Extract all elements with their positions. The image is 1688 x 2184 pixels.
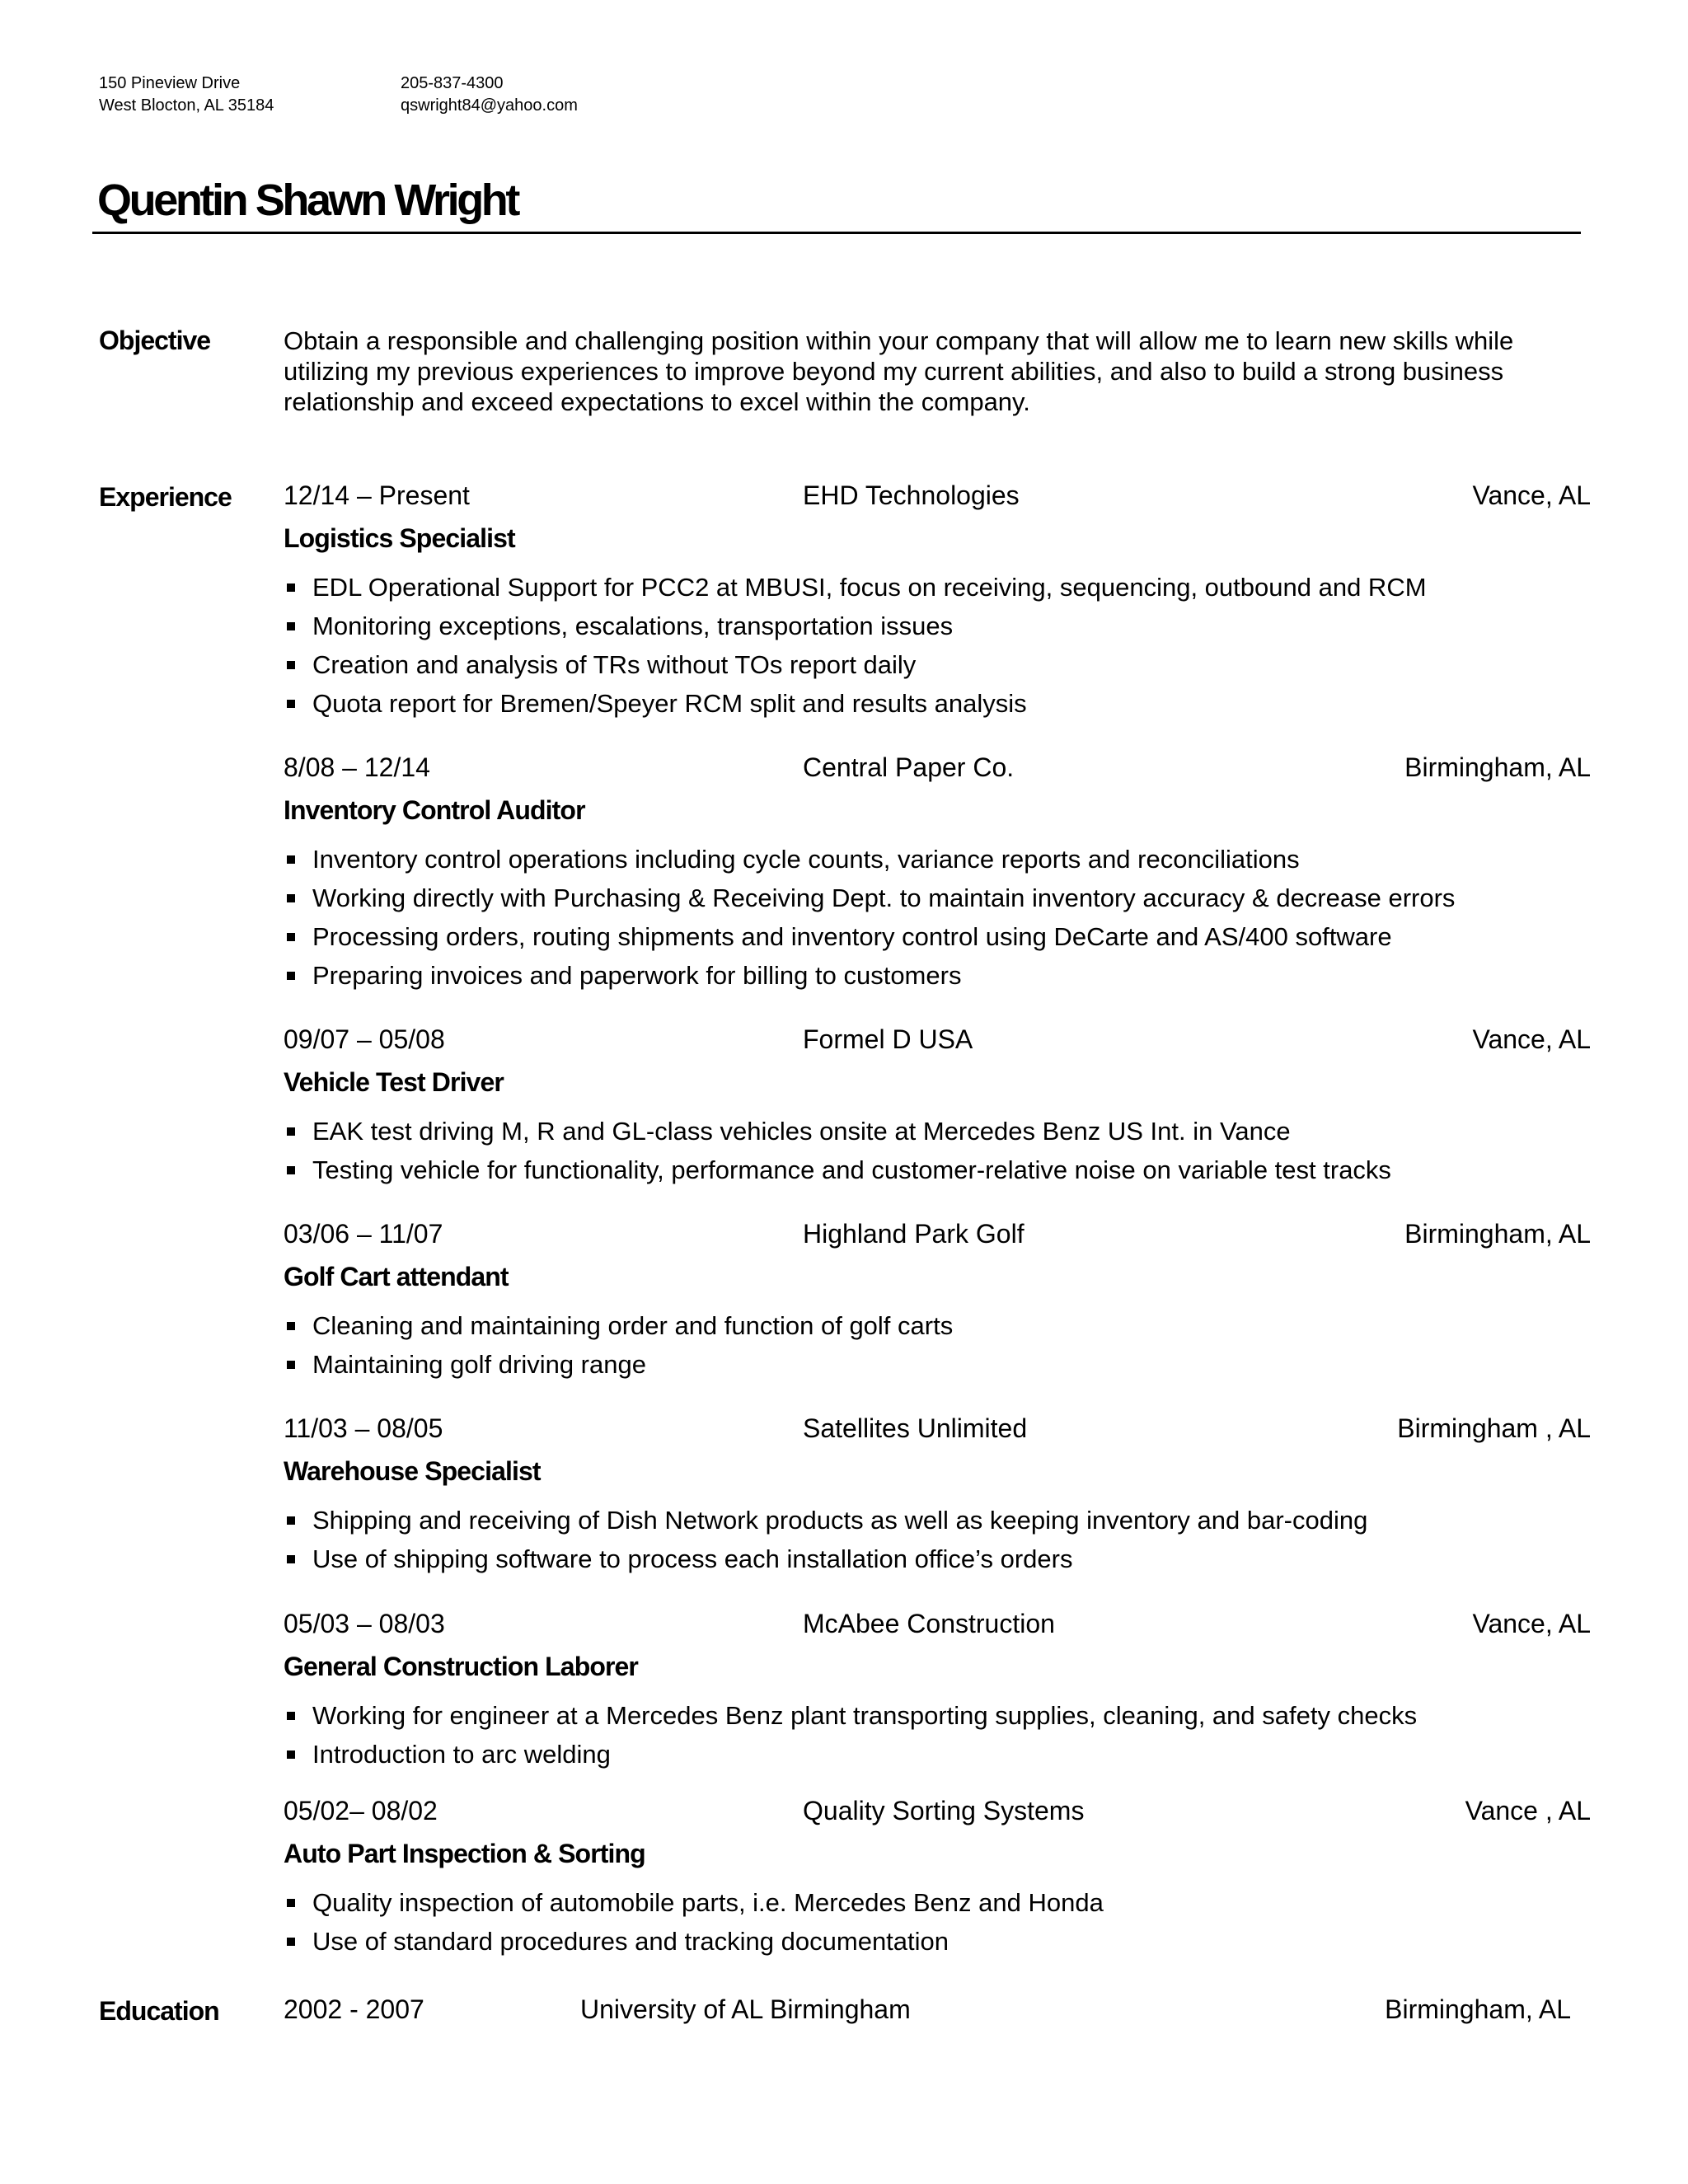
job-title: Vehicle Test Driver bbox=[284, 1067, 504, 1097]
objective-heading: Objective bbox=[99, 326, 211, 355]
duty-item bbox=[284, 1922, 1591, 1961]
duty-text: Creation and analysis of TRs without TOs report daily bbox=[312, 650, 917, 679]
job-entry bbox=[284, 751, 1591, 995]
job-duties bbox=[284, 840, 1591, 995]
job-header bbox=[284, 479, 1591, 512]
job-company: EHD Technologies bbox=[803, 480, 1020, 510]
job-title: Auto Part Inspection & Sorting bbox=[284, 1839, 645, 1868]
job-company: Satellites Unlimited bbox=[803, 1413, 1028, 1443]
duty-item bbox=[284, 917, 1591, 956]
job-company: McAbee Construction bbox=[803, 1609, 1055, 1638]
experience-heading: Experience bbox=[99, 482, 232, 512]
job-company: Quality Sorting Systems bbox=[803, 1796, 1085, 1825]
job-header bbox=[284, 1607, 1591, 1640]
job-dates: 8/08 – 12/14 bbox=[284, 752, 430, 782]
job-location: Vance , AL bbox=[1465, 1796, 1591, 1825]
duty-item bbox=[284, 1501, 1591, 1540]
objective-text: Obtain a responsible and challenging position within your company that will allow me to learn new skills while utilizing my previous experiences to improve beyond my current abilities, and also to build a strong business relationship and exceed expectations to excel within the company. bbox=[284, 326, 1514, 416]
contact-info bbox=[401, 73, 578, 117]
duty-text: Inventory control operations including cycle counts, variance reports and reconciliations bbox=[312, 845, 1300, 874]
duty-text: Processing orders, routing shipments and inventory control using DeCarte and AS/400 software bbox=[312, 922, 1392, 951]
job-entry bbox=[284, 1217, 1591, 1384]
job-dates: 03/06 – 11/07 bbox=[284, 1219, 443, 1249]
address-line-2: West Blocton, AL 35184 bbox=[99, 96, 274, 115]
duty-item bbox=[284, 1112, 1591, 1151]
job-title: Logistics Specialist bbox=[284, 523, 515, 553]
duty-text: Use of shipping software to process each installation office’s orders bbox=[312, 1544, 1073, 1573]
job-dates: 09/07 – 05/08 bbox=[284, 1024, 445, 1054]
education-entry bbox=[284, 1993, 1571, 2026]
job-dates: 12/14 – Present bbox=[284, 480, 470, 510]
job-company: Highland Park Golf bbox=[803, 1219, 1025, 1249]
duty-text: Use of standard procedures and tracking documentation bbox=[312, 1927, 950, 1956]
education-school: University of AL Birmingham bbox=[580, 1994, 911, 2024]
duty-text: Quota report for Bremen/Speyer RCM split and results analysis bbox=[312, 689, 1027, 718]
job-header bbox=[284, 751, 1591, 784]
bullet-square-icon bbox=[287, 1899, 295, 1907]
job-duties bbox=[284, 1112, 1591, 1189]
contact-address bbox=[99, 73, 274, 117]
bullet-square-icon bbox=[287, 1516, 295, 1525]
job-header bbox=[284, 1023, 1591, 1056]
phone-number: 205-837-4300 bbox=[401, 74, 504, 92]
job-company: Central Paper Co. bbox=[803, 752, 1015, 782]
job-duties bbox=[284, 1696, 1591, 1774]
duty-item bbox=[284, 1151, 1591, 1189]
job-location: Vance, AL bbox=[1472, 1024, 1591, 1054]
job-entry bbox=[284, 1412, 1591, 1578]
education-heading: Education bbox=[99, 1996, 219, 2026]
job-location: Vance, AL bbox=[1472, 480, 1591, 510]
job-dates: 05/03 – 08/03 bbox=[284, 1609, 445, 1638]
job-location: Vance, AL bbox=[1472, 1609, 1591, 1638]
bullet-square-icon bbox=[287, 1938, 295, 1946]
bullet-square-icon bbox=[287, 1166, 295, 1174]
duty-item bbox=[284, 879, 1591, 917]
bullet-square-icon bbox=[287, 855, 295, 864]
bullet-square-icon bbox=[287, 583, 295, 592]
bullet-square-icon bbox=[287, 1127, 295, 1136]
job-entry bbox=[284, 1794, 1591, 1961]
bullet-square-icon bbox=[287, 661, 295, 669]
duty-item bbox=[284, 568, 1591, 607]
job-header bbox=[284, 1412, 1591, 1445]
header-divider bbox=[92, 232, 1581, 234]
bullet-square-icon bbox=[287, 933, 295, 941]
bullet-square-icon bbox=[287, 1555, 295, 1563]
job-duties bbox=[284, 568, 1591, 723]
job-entry bbox=[284, 1607, 1591, 1774]
job-location: Birmingham, AL bbox=[1404, 1219, 1591, 1249]
duty-item bbox=[284, 956, 1591, 995]
education-location: Birmingham, AL bbox=[1385, 1994, 1571, 2024]
duty-item bbox=[284, 1345, 1591, 1384]
job-header bbox=[284, 1794, 1591, 1827]
duty-text: Introduction to arc welding bbox=[312, 1740, 611, 1769]
bullet-square-icon bbox=[287, 1750, 295, 1759]
duty-item bbox=[284, 645, 1591, 684]
duty-text: EDL Operational Support for PCC2 at MBUSI, focus on receiving, sequencing, outbound and RCM bbox=[312, 573, 1427, 602]
job-title: General Construction Laborer bbox=[284, 1652, 638, 1681]
duty-item bbox=[284, 840, 1591, 879]
duty-text: Cleaning and maintaining order and function of golf carts bbox=[312, 1311, 954, 1340]
duty-item bbox=[284, 607, 1591, 645]
job-duties bbox=[284, 1883, 1591, 1961]
bullet-square-icon bbox=[287, 894, 295, 902]
duty-text: Preparing invoices and paperwork for billing to customers bbox=[312, 961, 962, 990]
duty-text: Working for engineer at a Mercedes Benz plant transporting supplies, cleaning, and safety checks bbox=[312, 1701, 1418, 1730]
bullet-square-icon bbox=[287, 1322, 295, 1330]
duty-text: Maintaining golf driving range bbox=[312, 1350, 646, 1379]
job-company: Formel D USA bbox=[803, 1024, 973, 1054]
duty-item bbox=[284, 1735, 1591, 1774]
address-line-1: 150 Pineview Drive bbox=[99, 74, 241, 92]
bullet-square-icon bbox=[287, 622, 295, 630]
bullet-square-icon bbox=[287, 1712, 295, 1720]
duty-text: Working directly with Purchasing & Receiving Dept. to maintain inventory accuracy & decrease errors bbox=[312, 883, 1456, 912]
email-address: qswright84@yahoo.com bbox=[401, 96, 578, 115]
duty-item bbox=[284, 1696, 1591, 1735]
duty-item bbox=[284, 1540, 1591, 1578]
bullet-square-icon bbox=[287, 1361, 295, 1369]
education-dates: 2002 - 2007 bbox=[284, 1994, 424, 2024]
duty-item bbox=[284, 684, 1591, 723]
duty-text: Quality inspection of automobile parts, i.e. Mercedes Benz and Honda bbox=[312, 1888, 1104, 1917]
duty-text: Shipping and receiving of Dish Network products as well as keeping inventory and bar-coding bbox=[312, 1506, 1368, 1535]
duty-text: EAK test driving M, R and GL-class vehicles onsite at Mercedes Benz US Int. in Vance bbox=[312, 1117, 1291, 1146]
job-title: Inventory Control Auditor bbox=[284, 795, 585, 825]
duty-text: Monitoring exceptions, escalations, transportation issues bbox=[312, 612, 954, 640]
job-duties bbox=[284, 1306, 1591, 1384]
job-title: Golf Cart attendant bbox=[284, 1262, 509, 1291]
job-header bbox=[284, 1217, 1591, 1250]
job-dates: 05/02– 08/02 bbox=[284, 1796, 438, 1825]
bullet-square-icon bbox=[287, 700, 295, 708]
duty-item bbox=[284, 1306, 1591, 1345]
job-entry bbox=[284, 1023, 1591, 1189]
job-entry bbox=[284, 479, 1591, 723]
job-location: Birmingham , AL bbox=[1397, 1413, 1591, 1443]
duty-text: Testing vehicle for functionality, performance and customer-relative noise on variable test tracks bbox=[312, 1155, 1391, 1184]
duty-item bbox=[284, 1883, 1591, 1922]
job-title: Warehouse Specialist bbox=[284, 1456, 541, 1486]
job-dates: 11/03 – 08/05 bbox=[284, 1413, 443, 1443]
job-duties bbox=[284, 1501, 1591, 1578]
candidate-name: Quentin Shawn Wright bbox=[97, 176, 518, 225]
job-location: Birmingham, AL bbox=[1404, 752, 1591, 782]
bullet-square-icon bbox=[287, 972, 295, 980]
